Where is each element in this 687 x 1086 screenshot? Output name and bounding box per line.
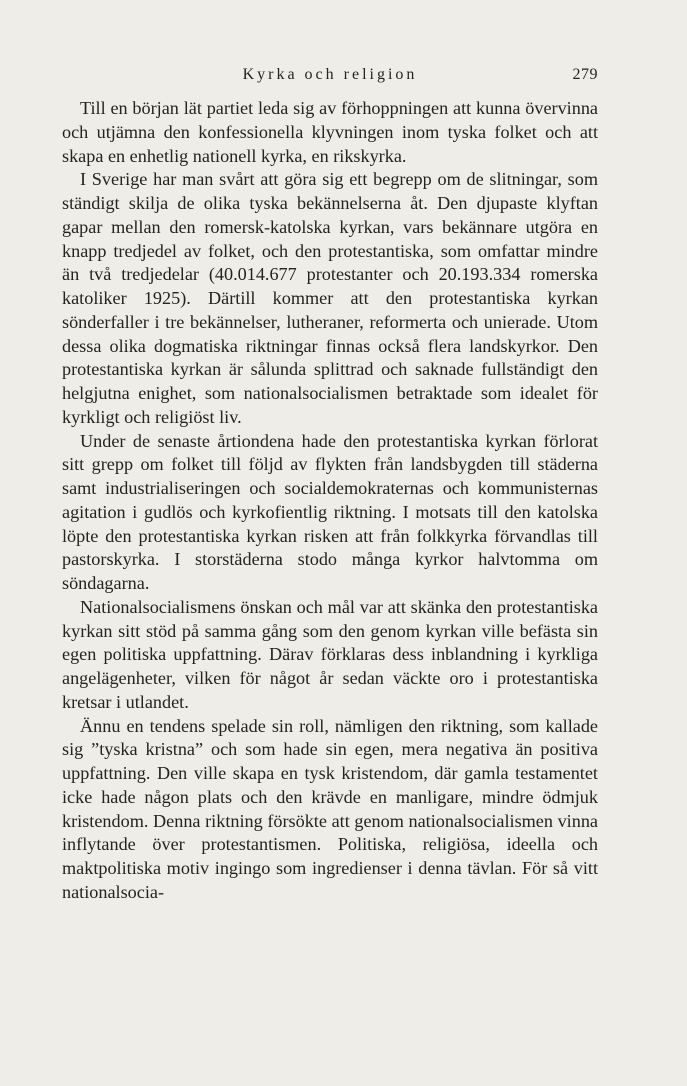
paragraph-5: Ännu en tendens spelade sin roll, nämligen den riktning, som kallade sig ”tyska kristna” och som hade sin egen, mera negativa än positiva uppfattning. Den ville skapa en tysk kristendom, där gamla testamentet icke hade någon plats och den krävde en manligare, mindre ödmjuk kristendom. Denna riktning försökte att genom nationalsocialismen vinna inflytande över protestantismen. Politiska, religiösa, ideella och maktpolitiska motiv ingingo som ingredienser i denna tävlan. För så vitt nationalsocia- [62,715,598,902]
paragraph-2: I Sverige har man svårt att göra sig ett begrepp om de slitningar, som ständigt skilja de olika tyska bekännelserna åt. Den djupaste klyftan gapar mellan den romersk-katolska kyrkan, vars bekännare utgöra en knapp tredjedel av folket, och den protestantiska, som omfattar mindre än två tredjedelar (40.014.677 protestanter och 20.193.334 romerska katoliker 1925). Därtill kommer att den protestantiska kyrkan sönderfaller i tre bekännelser, lutheraner, reformerta och unierade. Utom dessa olika dogmatiska riktningar finnas också flera landskyrkor. Den protestantiska kyrkan är sålunda splittrad och saknade fullständigt den helgjutna enighet, som nationalsocialismen betraktade som idealet för kyrkligt och religiöst liv. [62,169,598,427]
page-number: 279 [572,66,598,83]
running-head [62,66,598,90]
body-text [62,97,598,905]
paragraph-3: Under de senaste årtiondena hade den protestantiska kyrkan förlorat sitt grepp om folket till följd av flykten från landsbygden till städerna samt industrialiseringen och socialdemokraternas och kommunisternas agitation i gudlös och kyrkofientlig riktning. I motsats till den katolska löpte den protestantiska kyrkan risken att från folkkyrka förvandlas till pastorskyrka. I storstäderna stodo många kyrkor halvtomma om söndagarna. [62,430,598,593]
running-title: Kyrka och religion [242,66,418,83]
paragraph-1: Till en början lät partiet leda sig av förhoppningen att kunna övervinna och utjämna den konfessionella klyvningen inom tyska folket och att skapa en enhetlig nationell kyrka, en rikskyrka. [62,98,598,166]
paragraph-4: Nationalsocialismens önskan och mål var att skänka den protestantiska kyrkan sitt stöd på samma gång som den genom kyrkan ville befästa sin egen politiska uppfattning. Därav förklaras dess inblandning i kyrkliga angelägenheter, vilken för något år sedan väckte oro i protestantiska kretsar i utlandet. [62,596,598,712]
